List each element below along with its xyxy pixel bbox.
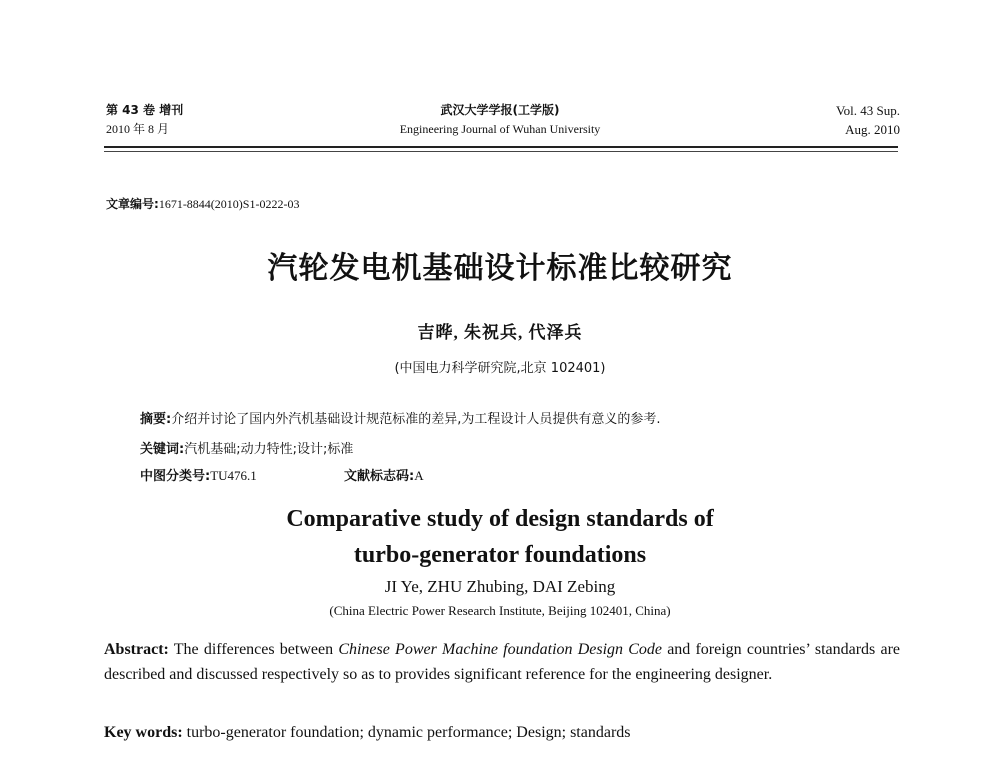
header-journal xyxy=(330,101,670,139)
classification-value: TU476.1 xyxy=(210,468,257,483)
chinese-title: 汽轮发电机基础设计标准比较研究 xyxy=(267,251,733,286)
chinese-keywords xyxy=(140,441,353,458)
header-journal-en: Engineering Journal of Wuhan University xyxy=(399,122,601,136)
header-date: 2010 年 8 月 xyxy=(106,122,170,136)
english-title-line-1: Comparative study of design standards of xyxy=(286,506,714,532)
header-month: Aug. 2010 xyxy=(845,122,900,137)
chinese-keywords-text: 汽机基础;动力特性;设计;标准 xyxy=(184,442,354,457)
english-title-line-2: turbo-generator foundations xyxy=(353,542,647,568)
header-vol: Vol. 43 Sup. xyxy=(835,103,900,118)
chinese-abstract xyxy=(140,411,660,428)
header-rule-thin xyxy=(104,151,898,152)
article-number-value: 1671-8844(2010)S1-0222-03 xyxy=(158,197,300,211)
english-abstract xyxy=(104,637,900,687)
english-authors: JI Ye, ZHU Zhubing, DAI Zebing xyxy=(384,577,616,596)
english-abstract-pre: The differences between xyxy=(168,641,339,658)
english-affiliation: (China Electric Power Research Institute, Beijing 102401, China) xyxy=(329,603,671,618)
chinese-abstract-text: 介绍并讨论了国内外汽机基础设计规范标准的差异,为工程设计人员提供有意义的参考. xyxy=(171,412,661,427)
header-journal-cn: 武汉大学学报(工学版) xyxy=(440,103,560,117)
english-abstract-label: Abstract: xyxy=(104,641,169,658)
header-volume: 第 43 卷 增刊 xyxy=(106,103,184,117)
chinese-keywords-label: 关键词: xyxy=(140,442,185,457)
article-number xyxy=(106,196,299,212)
english-abstract-code-name: Chinese Power Machine foundation Design Code xyxy=(338,641,662,658)
header-volume-en xyxy=(836,101,900,139)
english-keywords-label: Key words: xyxy=(104,724,183,741)
chinese-affiliation: (中国电力科学研究院,北京 102401) xyxy=(394,361,606,376)
document-code xyxy=(344,467,424,485)
english-keywords-text: turbo-generator foundation; dynamic performance; Design; standards xyxy=(182,724,631,741)
english-keywords xyxy=(104,720,631,745)
document-code-value: A xyxy=(414,468,424,483)
chinese-abstract-label: 摘要: xyxy=(140,412,172,427)
classification-label: 中图分类号: xyxy=(140,469,211,484)
document-code-label: 文献标志码: xyxy=(344,469,415,484)
header-issue-info xyxy=(106,101,183,139)
header-rule-thick xyxy=(104,146,898,148)
chinese-classification xyxy=(140,467,257,485)
article-number-label: 文章编号: xyxy=(106,197,159,211)
english-abstract-post: and foreign countries’ standards are described and discussed respectively so as to provides significant reference for the engineering designer. xyxy=(104,641,901,683)
chinese-authors: 吉晔, 朱祝兵, 代泽兵 xyxy=(417,323,583,342)
